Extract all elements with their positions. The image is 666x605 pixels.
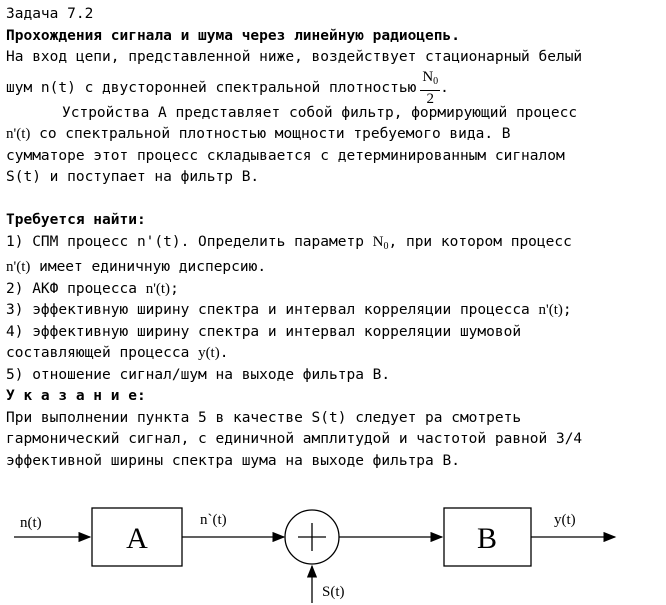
process-var: n'(t)	[6, 126, 31, 142]
signal-label: S(t)	[322, 584, 345, 600]
para2-line-2: n'(t) со спектральной плотностью мощности требуемого вида. В	[6, 126, 511, 142]
para2-line-4: S(t) и поступает на фильтр В.	[6, 169, 260, 185]
param-n0: $N_0$	[372, 233, 389, 252]
fraction-denominator: 2	[426, 90, 434, 107]
task-title: Задача 7.2	[6, 6, 94, 22]
para2-line-3: сумматоре этот процесс складывается с детерминированным сигналом	[6, 147, 565, 164]
task-heading: Прохождения сигнала и шума через линейную радиоцепь.	[6, 27, 460, 44]
intro-line-1: На вход цепи, представленной ниже, воздействует стационарный белый	[6, 49, 583, 65]
intro-line-2-end: .	[440, 79, 449, 96]
output-label: y(t)	[554, 512, 576, 528]
requirement-1-line-1: 1) СПМ процесс n'(t). Определить параметр $N_0$, при котором процесс	[6, 233, 572, 252]
requirement-4-line-2: составляющей процесса y(t).	[6, 345, 229, 361]
requirements-heading: Требуется найти:	[6, 212, 146, 228]
requirement-2: 2) АКФ процесса n'(t);	[6, 280, 179, 297]
hint-line-1: При выполнении пункта 5 в качестве S(t) следует ра смотреть	[6, 409, 522, 426]
hint-line-2: гармонический сигнал, с единичной амплитудой и частотой равной 3/4	[6, 431, 583, 447]
hint-line-3: эффективной ширины спектра шума на выходе фильтра В.	[6, 452, 460, 469]
requirement-5: 5) отношение сигнал/шум на выходе фильтра В.	[6, 366, 391, 383]
intro-line-2-text: шум n(t) с двусторонней спектральной плотностью	[6, 79, 417, 96]
mid-label: n`(t)	[200, 512, 227, 528]
requirement-3: 3) эффективную ширину спектра и интервал корреляции процесса n'(t);	[6, 302, 572, 318]
requirement-1-line-2: n'(t) имеет единичную дисперсию.	[6, 259, 267, 275]
fraction-numerator: N	[422, 68, 434, 85]
hint-heading: У к а з а н и е:	[6, 388, 146, 404]
block-b-label: B	[476, 522, 498, 555]
fraction-numerator-sub: 0	[433, 75, 439, 87]
para2-line-1: Устройства А представляет собой фильтр, формирующий процесс	[62, 104, 578, 121]
requirement-4-line-1: 4) эффективную ширину спектра и интервал корреляции шумовой	[6, 323, 522, 340]
input-label: n(t)	[20, 515, 42, 531]
block-a-label: A	[126, 522, 148, 555]
